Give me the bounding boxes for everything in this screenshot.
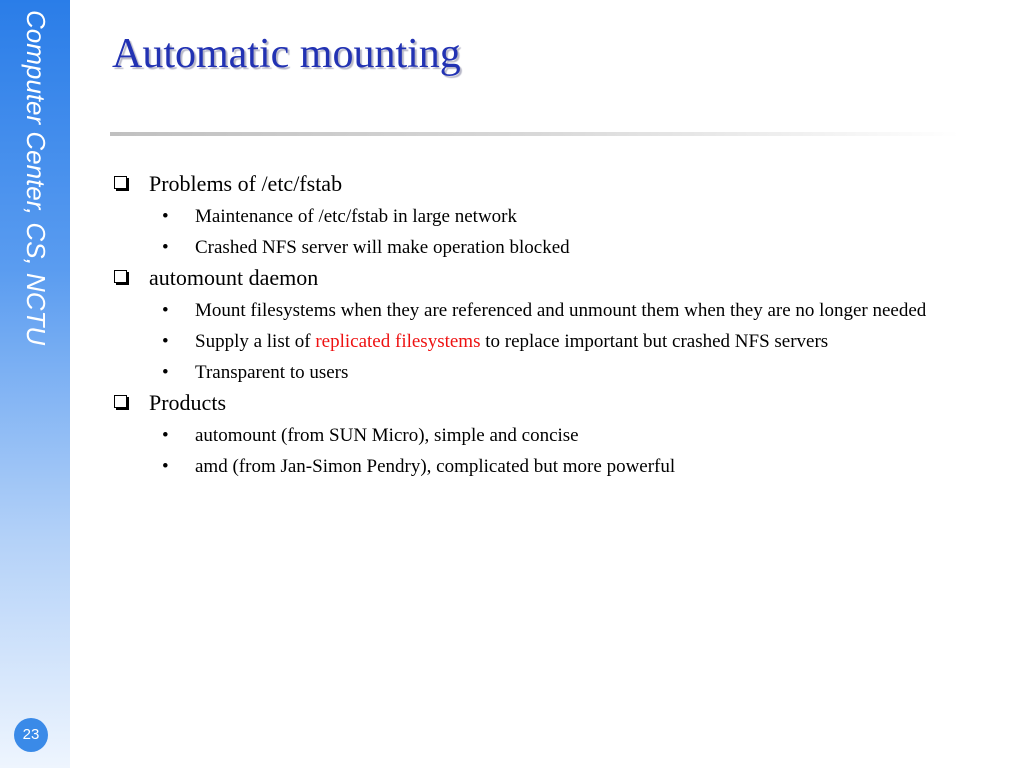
list-item — [112, 455, 972, 479]
section-heading-text: Products — [149, 390, 226, 415]
bullet-icon: • — [162, 456, 169, 477]
list-item — [112, 236, 972, 260]
section-heading — [112, 389, 972, 417]
checkbox-bullet-icon — [114, 270, 127, 283]
list-item-text-before: Supply a list of — [195, 331, 316, 352]
list-item-text: Transparent to users — [195, 362, 349, 383]
section-heading-text: automount daemon — [149, 265, 319, 290]
side-label: Computer Center, CS, NCTU — [21, 10, 51, 346]
checkbox-bullet-icon — [114, 395, 127, 408]
list-item-text: automount (from SUN Micro), simple and concise — [195, 425, 579, 446]
list-item — [112, 361, 972, 385]
list-item — [112, 299, 972, 323]
list-item-text-after: to replace important but crashed NFS servers — [480, 331, 829, 352]
bullet-icon: • — [162, 206, 169, 227]
side-band — [0, 0, 70, 768]
list-item — [112, 330, 972, 354]
section-heading — [112, 170, 972, 198]
highlighted-term: replicated filesystems — [315, 331, 481, 352]
section-heading — [112, 264, 972, 292]
slide-content — [112, 170, 972, 479]
list-item-text: amd (from Jan-Simon Pendry), complicated but more powerful — [195, 456, 676, 477]
list-item — [112, 205, 972, 229]
checkbox-bullet-icon — [114, 176, 127, 189]
title-divider — [110, 132, 960, 136]
section-heading-text: Problems of /etc/fstab — [149, 171, 343, 196]
bullet-icon: • — [162, 300, 169, 321]
list-item — [112, 424, 972, 448]
list-item-text: Crashed NFS server will make operation blocked — [195, 237, 570, 258]
bullet-icon: • — [162, 362, 169, 383]
bullet-icon: • — [162, 331, 169, 352]
list-item-text: Mount filesystems when they are referenced and unmount them when they are no longer needed — [195, 300, 927, 321]
bullet-icon: • — [162, 425, 169, 446]
bullet-icon: • — [162, 237, 169, 258]
slide-title: Automatic mounting — [112, 31, 461, 77]
list-item-text: Maintenance of /etc/fstab in large network — [195, 206, 517, 227]
page-number-badge: 23 — [14, 718, 48, 752]
